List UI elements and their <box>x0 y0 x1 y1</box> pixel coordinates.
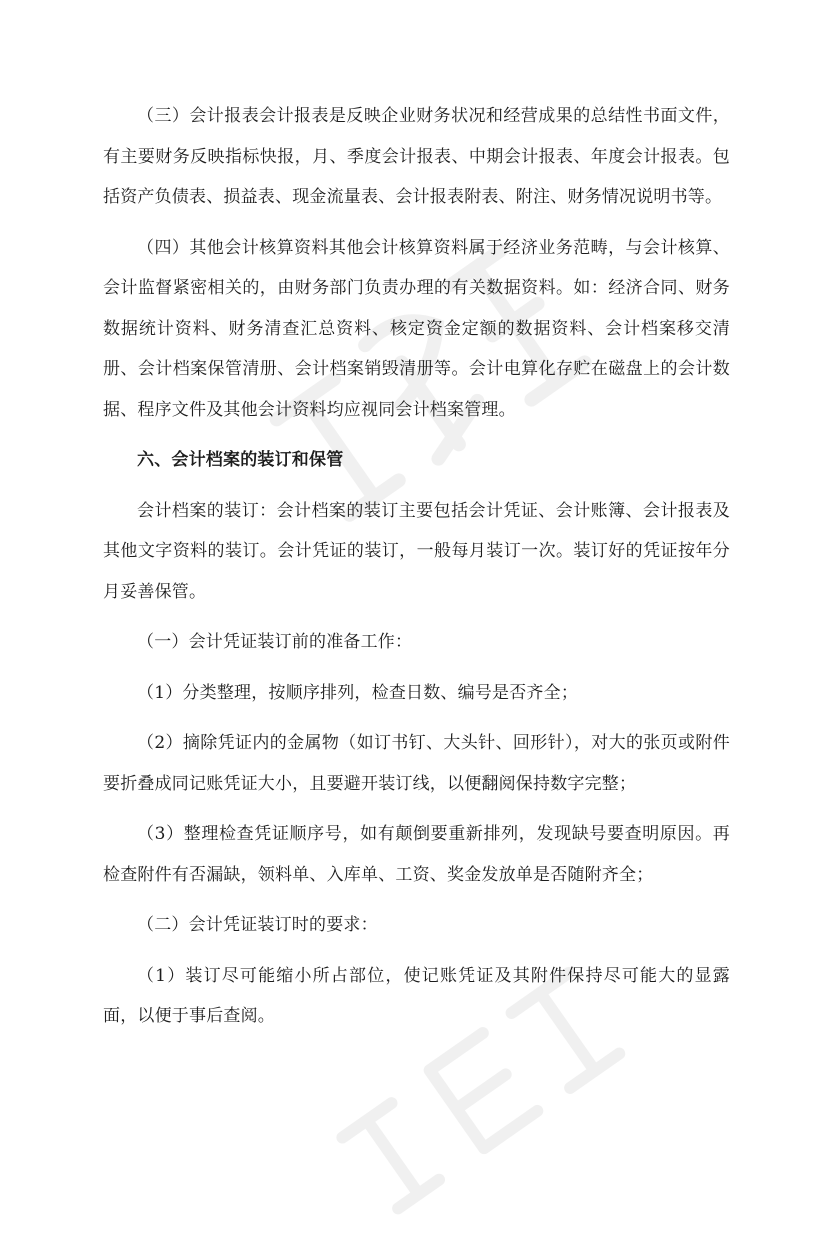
paragraph-preparation-step-1: （1）分类整理，按顺序排列，检查日数、编号是否齐全； <box>137 682 579 703</box>
paragraph-requirement-1: （1）装订尽可能缩小所占部位，使记账凭证及其附件保持尽可能大的显露面，以便于事后查阅。 <box>103 965 730 1026</box>
paragraph-other-materials: （四）其他会计核算资料其他会计核算资料属于经济业务范畴，与会计核算、会计监督紧密相关的，由财务部门负责办理的有关数据资料。如：经济合同、财务数据统计资料、财务清查汇总资料、核定资金定额的数据资料、会计档案移交清册、会计档案保管清册、会计档案销毁清册等。会计电算化存贮在磁盘上的会计数据、程序文件及其他会计资料均应视同会计档案管理。 <box>103 237 730 420</box>
paragraph-accounting-reports: （三）会计报表会计报表是反映企业财务状况和经营成果的总结性书面文件，有主要财务反映指标快报，月、季度会计报表、中期会计报表、年度会计报表。包括资产负债表、损益表、现金流量表、会计报表附表、附注、财务情况说明书等。 <box>103 106 730 207</box>
paragraph-binding-intro: 会计档案的装订：会计档案的装订主要包括会计凭证、会计账簿、会计报表及其他文字资料的装订。会计凭证的装订，一般每月装订一次。装订好的凭证按年分月妥善保管。 <box>103 500 730 602</box>
watermark-stroke-4 <box>342 1103 443 1211</box>
watermark-stroke-5 <box>430 1033 538 1148</box>
paragraph-preparation-step-3: （3）整理检查凭证顺序号，如有颠倒要重新排列，发现缺号要查明原因。再检查附件有否漏缺，领料单、入库单、工资、奖金发放单是否随附齐全； <box>103 824 730 885</box>
paragraph-requirements-title: （二）会计凭证装订时的要求： <box>137 915 378 935</box>
paragraph-preparation-title: （一）会计凭证装订前的准备工作： <box>137 632 413 652</box>
section-heading: 六、会计档案的装订和保管 <box>137 450 344 470</box>
document-content <box>103 96 730 1037</box>
paragraph-preparation-step-2: （2）摘除凭证内的金属物（如订书钉、大头针、回形针），对大的张页或附件要折叠成同记账凭证大小，且要避开装订线，以便翻阅保持数字完整； <box>103 733 730 794</box>
